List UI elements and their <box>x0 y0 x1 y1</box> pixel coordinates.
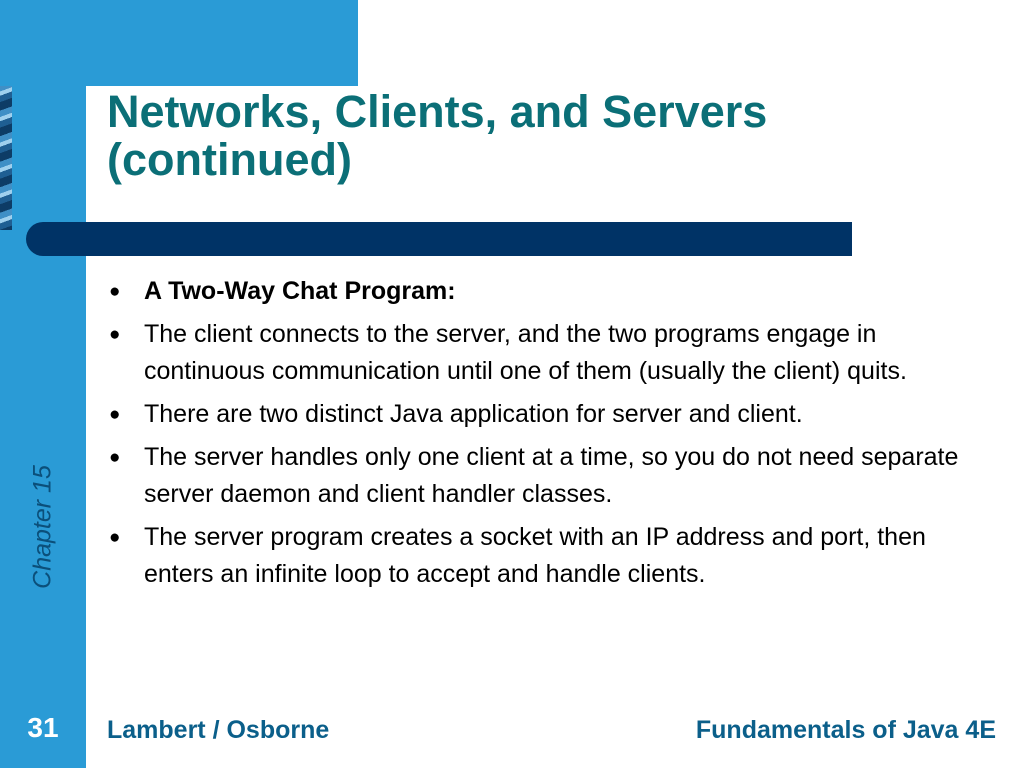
side-banner <box>0 0 86 768</box>
chapter-label: Chapter 15 <box>28 465 57 589</box>
title-line-2: (continued) <box>107 134 352 185</box>
bullet-item <box>103 519 983 593</box>
bullet-text: The server handles only one client at a time, so you do not need separate server daemon and client handler classes. <box>144 443 959 508</box>
bullet-text: A Two-Way Chat Program: <box>144 277 456 305</box>
bullet-item <box>103 273 983 310</box>
footer-book-title: Fundamentals of Java 4E <box>695 716 996 744</box>
bullet-icon: ● <box>109 404 121 425</box>
page-number: 31 <box>27 712 59 743</box>
footer-authors: Lambert / Osborne <box>107 716 330 744</box>
bullet-item <box>103 439 983 513</box>
bullet-text: The client connects to the server, and the two programs engage in continuous communication until one of them (usually the client) quits. <box>144 320 907 385</box>
bullet-icon: ● <box>109 527 121 548</box>
bullet-icon: ● <box>109 281 121 302</box>
top-banner <box>0 0 358 86</box>
bullet-text: The server program creates a socket with an IP address and port, then enters an infinite loop to accept and handle clients. <box>144 523 926 588</box>
bullet-item <box>103 316 983 390</box>
title-divider-bar <box>26 222 852 256</box>
title-line-1: Networks, Clients, and Servers <box>107 86 768 137</box>
slide-title <box>107 88 987 184</box>
bullet-text: There are two distinct Java application for server and client. <box>144 400 803 428</box>
bullet-icon: ● <box>109 447 121 468</box>
bullet-icon: ● <box>109 324 121 345</box>
bullet-list <box>103 273 983 599</box>
bullet-item <box>103 396 983 433</box>
